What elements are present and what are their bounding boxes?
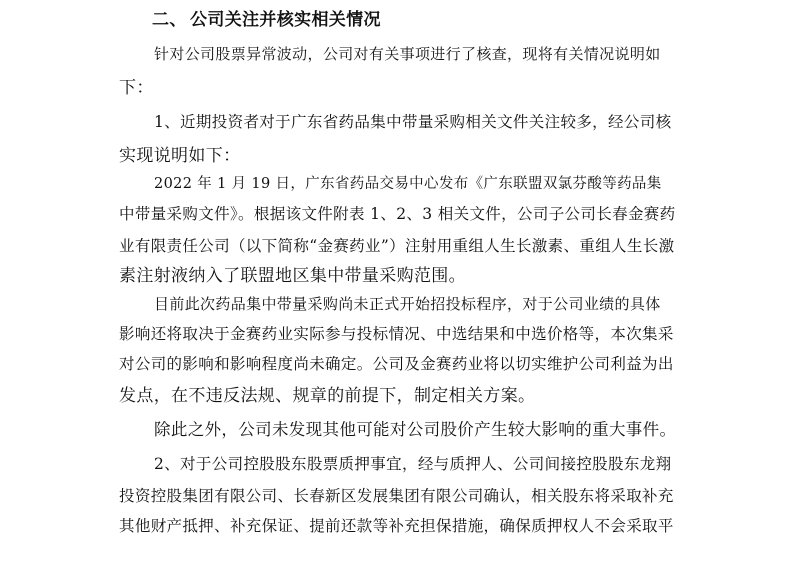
paragraph-line: 1、近期投资者对于广东省药品集中带量采购相关文件关注较多，经公司核: [154, 113, 672, 131]
paragraph-line: 除此之外，公司未发现其他可能对公司股价产生较大影响的重大事件。: [154, 420, 677, 439]
section-number: 二、: [152, 10, 187, 30]
paragraph-line: 实现说明如下：: [119, 146, 241, 166]
paragraph-line: 中带量采购文件》。根据该文件附表 1、2、3 相关文件，公司子公司长春金赛药: [119, 205, 676, 223]
paragraph-line: 影响还将取决于金赛药业实际参与投标情况、中选结果和中选价格等，本次集采: [119, 325, 674, 343]
paragraph-line: 目前此次药品集中带量采购尚未正式开始招投标程序，对于公司业绩的具体: [154, 295, 661, 313]
paragraph-line: 投资控股集团有限公司、长春新区发展集团有限公司确认，相关股东将采取补充: [119, 487, 674, 505]
paragraph-line: 发点，在不违反法规、规章的前提下，制定相关方案。: [119, 386, 536, 406]
paragraph-line: 业有限责任公司（以下简称“金赛药业”）注射用重组人生长激素、重组人生长激: [119, 237, 675, 255]
paragraph-line: 对公司的影响和影响程度尚未确定。公司及金赛药业将以切实维护公司利益为出: [119, 355, 674, 373]
section-heading: [152, 8, 381, 32]
paragraph-line: 其他财产抵押、补充保证、提前还款等补充担保措施，确保质押权人不会采取平: [119, 517, 674, 535]
paragraph-line: 针对公司股票异常波动，公司对有关事项进行了核查，现将有关情况说明如: [154, 45, 661, 63]
paragraph-line: 2022 年 1 月 19 日，广东省药品交易中心发布《广东联盟双氯芬酸等药品集: [154, 176, 662, 192]
paragraph-line: 下：: [119, 78, 154, 98]
paragraph-line: 素注射液纳入了联盟地区集中带量采购范围。: [119, 266, 466, 286]
paragraph-line: 2、对于公司控股股东股票质押事宜，经与质押人、公司间接控股股东龙翔: [154, 455, 672, 473]
section-title: 公司关注并核实相关情况: [190, 10, 381, 30]
